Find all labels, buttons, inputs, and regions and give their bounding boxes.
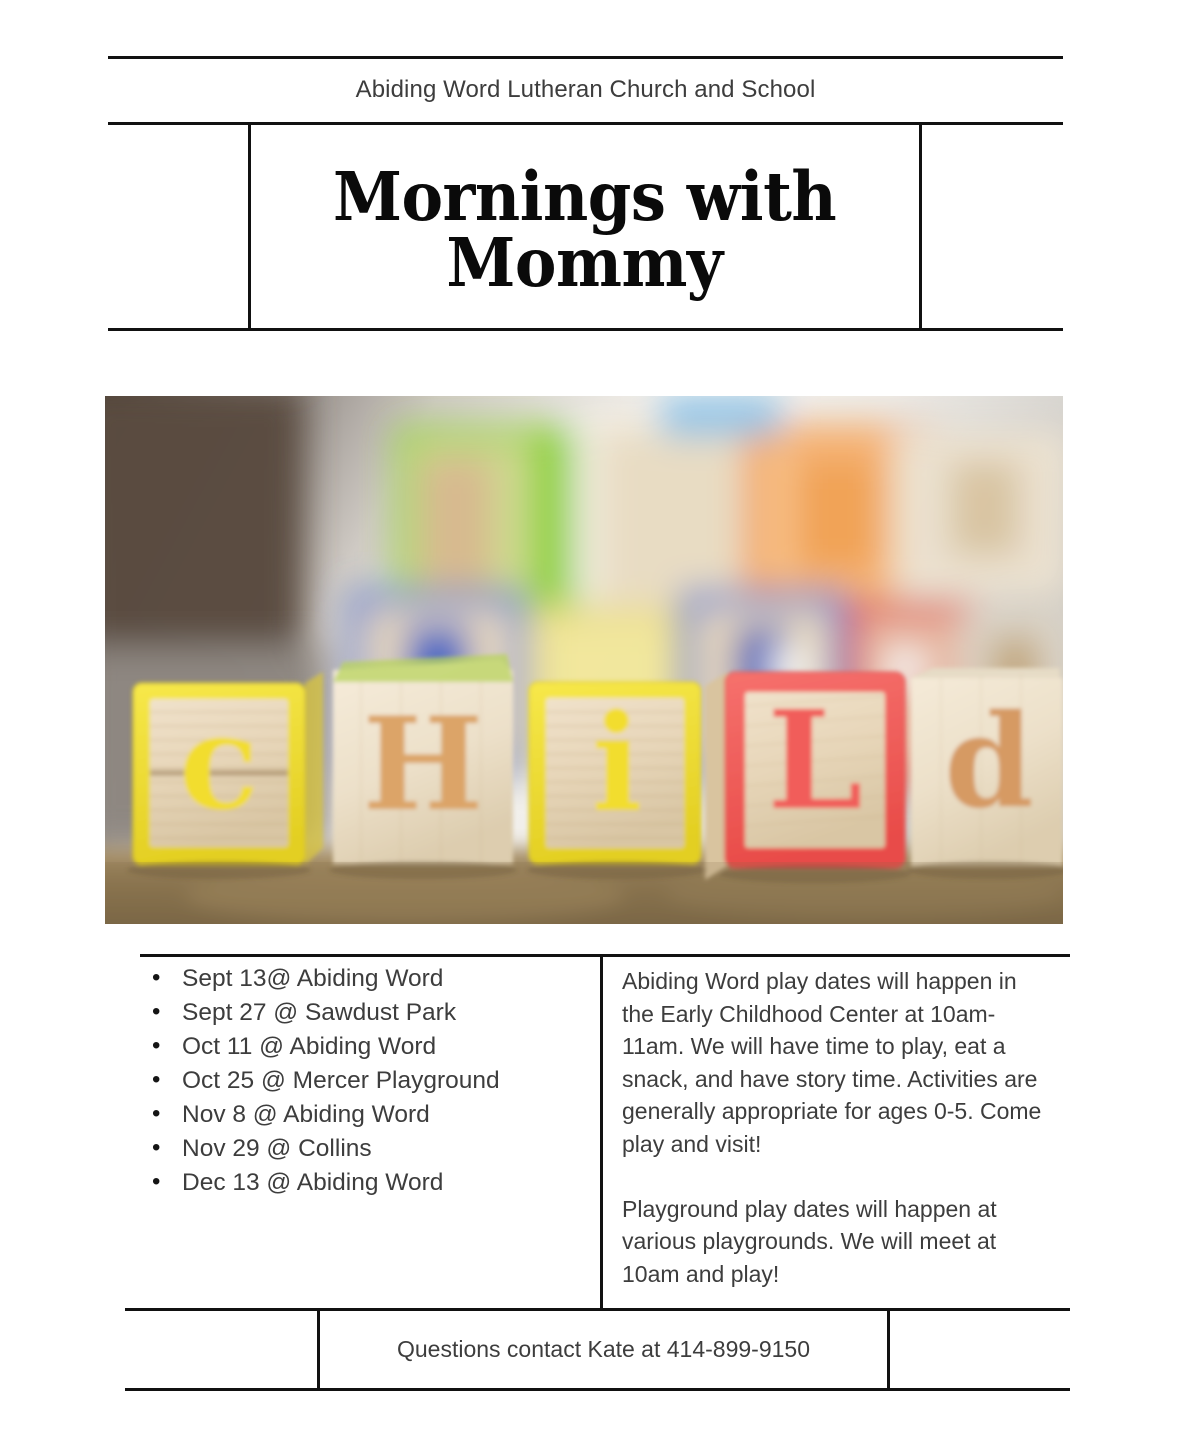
rule-above-body-columns	[140, 954, 1070, 957]
svg-text:i: i	[591, 684, 643, 842]
divider-title-right	[919, 122, 922, 329]
list-item: • Oct 11 @ Abiding Word	[140, 1030, 590, 1064]
list-item: • Oct 25 @ Mercer Playground	[140, 1064, 590, 1098]
blocks-photo-graphic	[105, 396, 1063, 924]
divider-footer-right	[887, 1308, 890, 1389]
list-item: • Dec 13 @ Abiding Word	[140, 1166, 590, 1200]
list-item: • Sept 27 @ Sawdust Park	[140, 996, 590, 1030]
divider-body-middle	[600, 954, 603, 1309]
play-dates-list	[140, 962, 590, 1200]
svg-text:d: d	[944, 687, 1034, 837]
list-item: • Nov 8 @ Abiding Word	[140, 1098, 590, 1132]
title-line-2: Mommy	[446, 223, 724, 302]
info-column	[622, 965, 1054, 1290]
title-line-1: Mornings with	[333, 157, 837, 237]
play-dates-column	[140, 962, 590, 1200]
svg-text:L: L	[767, 681, 863, 841]
svg-text:H: H	[362, 690, 484, 840]
page-title	[251, 134, 919, 326]
blocks-photo	[105, 396, 1063, 924]
list-item: • Sept 13@ Abiding Word	[140, 962, 590, 996]
contact-line: Questions contact Kate at 414-899-9150	[396, 1336, 810, 1362]
list-item: • Nov 29 @ Collins	[140, 1132, 590, 1166]
svg-text:c: c	[178, 685, 260, 840]
rule-top-border	[108, 56, 1063, 59]
rule-bottom-border	[125, 1388, 1070, 1391]
info-paragraph-1: Abiding Word play dates will happen in the Early Childhood Center at 10am-11am. We will have time to play, eat a snack, and have story time. Activities are generally appropriate for ages 0-5. Come play and visit!	[622, 968, 1042, 1157]
organization-name: Abiding Word Lutheran Church and School	[355, 76, 816, 103]
info-paragraph-2: Playground play dates will happen at various playgrounds. We will meet at 10am and play!	[622, 1195, 997, 1287]
